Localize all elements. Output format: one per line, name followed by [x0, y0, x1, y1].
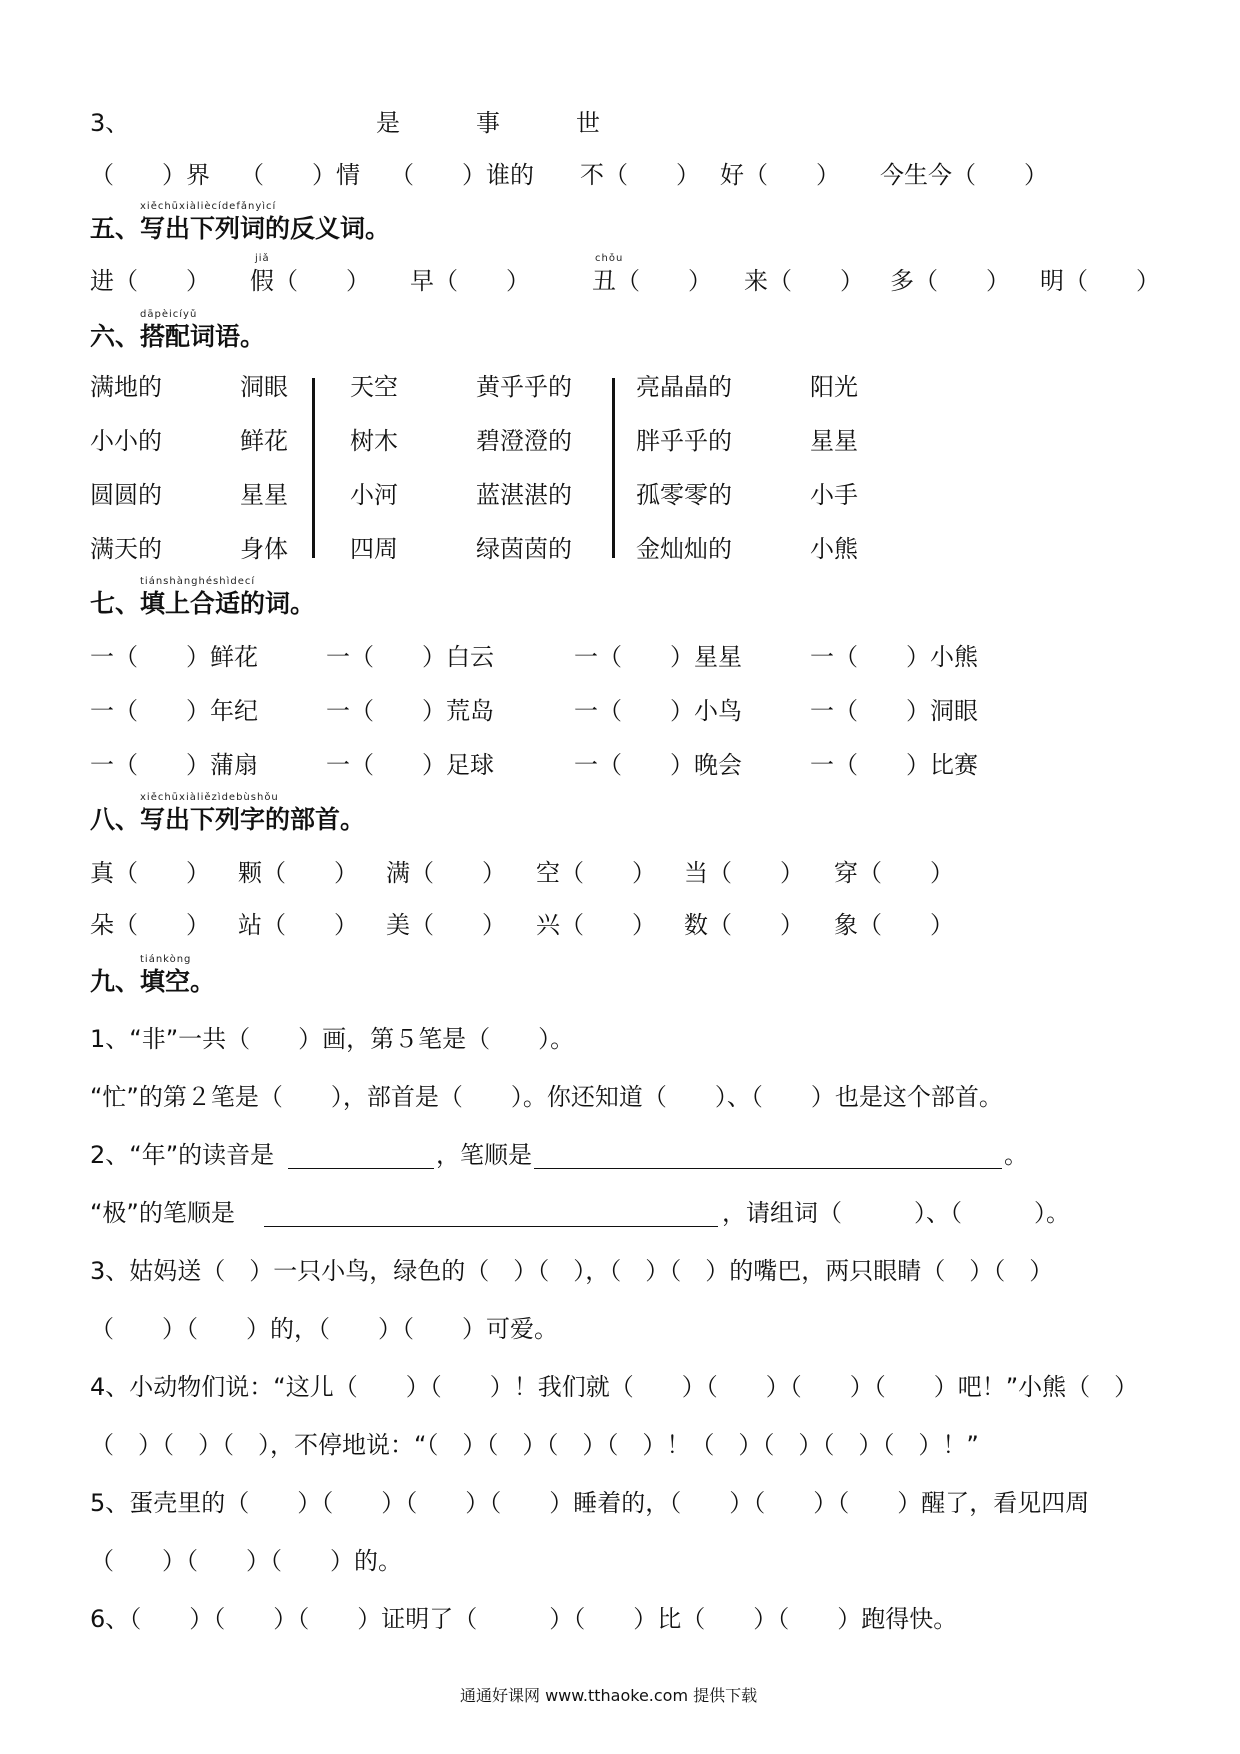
s6-cell: 星星: [810, 427, 858, 455]
s9-line-3-mid: ，笔顺是: [436, 1141, 532, 1169]
s6-divider-2: [612, 378, 615, 558]
s8-blank[interactable]: 数（ ）: [684, 911, 804, 939]
s7-blank[interactable]: 一（ ）白云: [326, 643, 494, 671]
s6-cell: 金灿灿的: [636, 535, 732, 563]
s7-blank[interactable]: 一（ ）荒岛: [326, 697, 494, 725]
s6-cell: 天空: [350, 373, 398, 401]
s7-blank[interactable]: 一（ ）年纪: [90, 697, 258, 725]
s6-divider-1: [312, 378, 315, 558]
s8-blank[interactable]: 颗（ ）: [238, 859, 358, 887]
s8-title: 八、写出下列字的部首。: [90, 805, 366, 834]
s6-cell: 亮晶晶的: [636, 373, 732, 401]
s9-title: 九、填空。: [90, 967, 216, 996]
s6-cell: 小小的: [90, 427, 162, 455]
s8-blank[interactable]: 站（ ）: [238, 911, 358, 939]
s6-title: 六、搭配词语。: [90, 322, 266, 351]
s8-blank[interactable]: 真（ ）: [90, 859, 210, 887]
s5-item-pinyin-1: jiǎ: [255, 253, 270, 264]
s8-blank[interactable]: 当（ ）: [684, 859, 804, 887]
s6-cell: 阳光: [810, 373, 858, 401]
s6-cell: 树木: [350, 427, 398, 455]
s8-blank[interactable]: 穿（ ）: [834, 859, 954, 887]
s9-line-3: [90, 1140, 1090, 1170]
q3-blank-2[interactable]: （ ）情: [240, 161, 360, 189]
stroke-order-underline-2[interactable]: [264, 1198, 718, 1227]
s5-item-3[interactable]: 早（ ）: [410, 267, 530, 295]
s9-line-8[interactable]: （ ）（ ）（ ），不停地说：“（ ）（ ）（ ）（ ）！（ ）（ ）（ ）（ ）！”: [90, 1431, 979, 1459]
s9-line-3-end: 。: [1004, 1141, 1028, 1169]
s7-pinyin: tiánshànghéshìdecí: [140, 576, 256, 587]
s8-blank[interactable]: 空（ ）: [536, 859, 656, 887]
s5-item-pinyin-2: chǒu: [595, 253, 624, 264]
s6-cell: 胖乎乎的: [636, 427, 732, 455]
s5-pinyin: xiěchūxiàliècídefǎnyìcí: [140, 201, 277, 212]
s8-blank[interactable]: 满（ ）: [386, 859, 506, 887]
s6-cell: 满地的: [90, 373, 162, 401]
s7-blank[interactable]: 一（ ）鲜花: [90, 643, 258, 671]
s6-cell: 小手: [810, 481, 858, 509]
q3-blank-4[interactable]: 不（ ）: [580, 161, 700, 189]
s7-blank[interactable]: 一（ ）小鸟: [574, 697, 742, 725]
s9-line-9[interactable]: 5、蛋壳里的（ ）（ ）（ ）（ ）睡着的，（ ）（ ）（ ）醒了，看见四周: [90, 1489, 1090, 1517]
s7-title: 七、填上合适的词。: [90, 589, 316, 618]
s6-cell: 小熊: [810, 535, 858, 563]
s6-cell: 满天的: [90, 535, 162, 563]
s5-item-1[interactable]: 进（ ）: [90, 267, 210, 295]
s6-pinyin: dāpèicíyǔ: [140, 309, 198, 320]
s9-line-6[interactable]: （ ）（ ）的，（ ）（ ）可爱。: [90, 1315, 558, 1343]
s7-blank[interactable]: 一（ ）比赛: [810, 751, 978, 779]
s9-line-5[interactable]: 3、姑妈送（ ）一只小鸟，绿色的（ ）（ ），（ ）（ ）的嘴巴，两只眼睛（ ）（ ）: [90, 1257, 1054, 1285]
s7-blank[interactable]: 一（ ）洞眼: [810, 697, 978, 725]
s8-blank[interactable]: 兴（ ）: [536, 911, 656, 939]
q3-blank-3[interactable]: （ ）谁的: [390, 161, 534, 189]
q3-blank-5[interactable]: 好（ ）: [720, 161, 840, 189]
s6-cell: 黄乎乎的: [476, 373, 572, 401]
s9-line-10[interactable]: （ ）（ ）（ ）的。: [90, 1547, 402, 1575]
q3-blank-1[interactable]: （ ）界: [90, 161, 210, 189]
q3-blank-6[interactable]: 今生今（ ）: [880, 161, 1048, 189]
s6-cell: 星星: [240, 481, 288, 509]
q3-char-2: 事: [476, 109, 500, 137]
pronunciation-underline[interactable]: [288, 1140, 434, 1169]
s6-cell: 四周: [350, 535, 398, 563]
s7-blank[interactable]: 一（ ）蒲扇: [90, 751, 258, 779]
s7-blank[interactable]: 一（ ）星星: [574, 643, 742, 671]
s6-cell: 洞眼: [240, 373, 288, 401]
q3-char-3: 世: [576, 109, 600, 137]
s8-pinyin: xiěchūxiàliězìdebùshǒu: [140, 792, 279, 803]
page-footer: 通通好课网 www.tthaoke.com 提供下载: [460, 1686, 758, 1705]
s9-line-3-label: 2、“年”的读音是: [90, 1141, 275, 1169]
s6-cell: 孤零零的: [636, 481, 732, 509]
s9-line-2[interactable]: “忙”的第２笔是（ ），部首是（ ）。你还知道（ ）、（ ）也是这个部首。: [90, 1083, 1003, 1111]
s5-item-7[interactable]: 明（ ）: [1040, 267, 1160, 295]
s6-cell: 小河: [350, 481, 398, 509]
s9-pinyin: tiánkòng: [140, 954, 192, 965]
s9-line-11[interactable]: 6、（ ）（ ）（ ）证明了（ ）（ ）比（ ）（ ）跑得快。: [90, 1605, 958, 1633]
s5-item-5[interactable]: 来（ ）: [744, 267, 864, 295]
s6-cell: 身体: [240, 535, 288, 563]
s9-line-4-end[interactable]: ，请组词（ ）、（ ）。: [722, 1199, 1070, 1227]
s9-line-1[interactable]: 1、“非”一共（ ）画，第５笔是（ ）。: [90, 1025, 575, 1053]
s5-title: 五、写出下列词的反义词。: [90, 214, 391, 243]
s7-blank[interactable]: 一（ ）晚会: [574, 751, 742, 779]
s6-cell: 圆圆的: [90, 481, 162, 509]
stroke-order-underline[interactable]: [534, 1140, 1002, 1169]
s6-cell: 碧澄澄的: [476, 427, 572, 455]
s7-blank[interactable]: 一（ ）小熊: [810, 643, 978, 671]
q3-char-1: 是: [376, 109, 400, 137]
q3-number: 3、: [90, 109, 130, 137]
s9-line-4: [90, 1198, 1090, 1228]
s5-item-6[interactable]: 多（ ）: [890, 267, 1010, 295]
s6-cell: 绿茵茵的: [476, 535, 572, 563]
s8-blank[interactable]: 象（ ）: [834, 911, 954, 939]
s6-cell: 蓝湛湛的: [476, 481, 572, 509]
s9-line-7[interactable]: 4、小动物们说：“这儿（ ）（ ）！我们就（ ）（ ）（ ）（ ）吧！”小熊（ ）: [90, 1373, 1139, 1401]
s9-line-4-label: “极”的笔顺是: [90, 1199, 235, 1227]
s6-cell: 鲜花: [240, 427, 288, 455]
s8-blank[interactable]: 美（ ）: [386, 911, 506, 939]
s5-item-4[interactable]: 丑（ ）: [592, 267, 712, 295]
s8-blank[interactable]: 朵（ ）: [90, 911, 210, 939]
s5-item-2[interactable]: 假（ ）: [250, 267, 370, 295]
s7-blank[interactable]: 一（ ）足球: [326, 751, 494, 779]
